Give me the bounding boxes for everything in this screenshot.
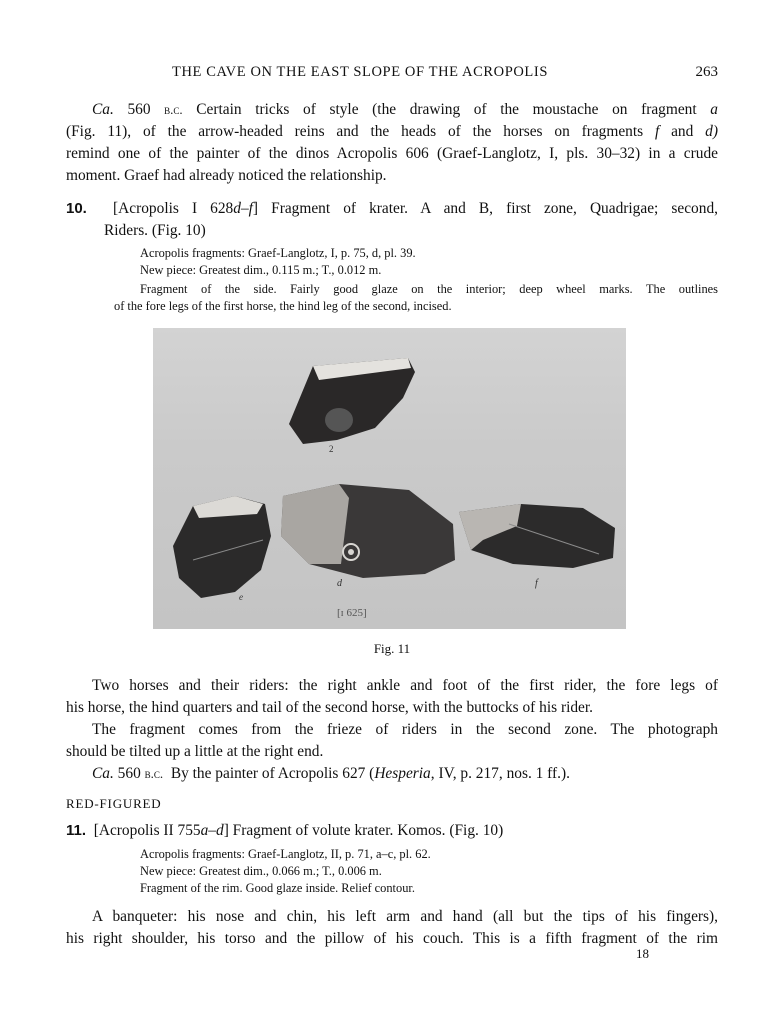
journal-title: Hesperia: [374, 765, 431, 782]
text-span: By the painter of Acropolis 627 (: [170, 765, 375, 782]
fragment-letter: a–d: [200, 822, 224, 839]
fragment-2-head: [325, 408, 353, 432]
fragment-letter: d): [705, 123, 718, 140]
text-line: moment. Graef had already noticed the relationship.: [66, 167, 387, 184]
entry-10-description: [114, 281, 718, 315]
entry-number: 10.: [66, 200, 87, 217]
figure-label-d: d: [337, 578, 342, 589]
text-span: (Fig. 11), of the arrow-headed reins and the heads of the horses on fragments: [66, 123, 644, 140]
section-heading: RED-FIGURED: [66, 796, 162, 811]
bc-label: b.c.: [164, 102, 183, 117]
text-line: should be tilted up a little at the right end.: [66, 743, 324, 760]
entry-heading-line: [66, 198, 718, 220]
figure-label-f: f: [535, 578, 538, 589]
entry-heading-line: [66, 820, 718, 842]
figure-inventory: [ɪ 625]: [337, 607, 367, 619]
note-line: Acropolis fragments: Graef-Langlotz, I, p. 75, d, pl. 39.: [140, 246, 416, 260]
figure-photograph: [153, 328, 626, 629]
figure-label-e: e: [239, 592, 243, 602]
note-line: New piece: Greatest dim., 0.115 m.; T., 0.012 m.: [140, 263, 382, 277]
text-span: Certain tricks of style (the drawing of the moustache on fragment: [196, 101, 697, 118]
text-line: Two horses and their riders: the right ankle and foot of the first rider, the fore legs of: [92, 677, 718, 694]
pottery-fragments-image: [153, 328, 626, 629]
text-span: and: [671, 123, 694, 140]
fragment-d-spiral-inner: [348, 549, 354, 555]
running-head: [0, 64, 784, 86]
bc-label: b.c.: [144, 766, 164, 781]
text-span: [Acropolis II 755: [93, 822, 201, 839]
text-line: [66, 121, 718, 143]
fragment-letter: a: [710, 101, 718, 118]
year: 560: [127, 101, 151, 118]
figure-caption: Fig. 11: [373, 641, 411, 656]
note-line: of the fore legs of the first horse, the hind leg of the second, incised.: [114, 299, 452, 313]
ca-abbrev: Ca.: [92, 101, 114, 118]
year: 560: [117, 765, 141, 782]
text-span: ] Fragment of krater. A and B, first zone, Quadrigae; second,: [252, 200, 718, 217]
ca-abbrev: Ca.: [92, 765, 114, 782]
text-span: ] Fragment of volute krater. Komos. (Fig. 10): [223, 822, 504, 839]
note-line: Fragment of the rim. Good glaze inside. Relief contour.: [140, 881, 415, 895]
paragraph-date-attribution: [66, 99, 718, 187]
entry-heading-line: Riders. (Fig. 10): [104, 222, 206, 239]
text-line: his horse, the hind quarters and tail of the second horse, with the buttocks of his rider.: [66, 699, 594, 716]
note-line: New piece: Greatest dim., 0.066 m.; T., 0.006 m.: [140, 864, 382, 878]
text-line: The fragment comes from the frieze of riders in the second zone. The photograph: [92, 721, 718, 738]
fragment-letter: d–f: [233, 200, 253, 217]
text-line: [66, 763, 718, 785]
note-line: Acropolis fragments: Graef-Langlotz, II, p. 71, a–c, pl. 62.: [140, 847, 431, 861]
figure-label-2: 2: [329, 444, 334, 454]
fragment-d-light: [281, 484, 349, 564]
signature-mark: 18: [636, 946, 649, 961]
text-line: [66, 99, 718, 121]
catalogue-entry-10: [66, 198, 718, 242]
text-line: his right shoulder, his torso and the pillow of his couch. This is a fifth fragment of the rim: [66, 930, 718, 947]
entry-number: 11.: [66, 822, 87, 839]
text-span: [Acropolis I 628: [113, 200, 234, 217]
text-line: remind one of the painter of the dinos Acropolis 606 (Graef-Langlotz, I, pls. 30–32) in a crude: [66, 145, 718, 162]
entry-11-notes: [140, 846, 718, 897]
note-line: Fragment of the side. Fairly good glaze on the interior; deep wheel marks. The outlines: [140, 282, 718, 296]
catalogue-entry-11: [66, 820, 718, 842]
page-number: 263: [695, 64, 718, 80]
fragment-letter: f: [654, 123, 660, 140]
text-span: , IV, p. 217, nos. 1 ff.).: [430, 765, 570, 782]
running-title: THE CAVE ON THE EAST SLOPE OF THE ACROPOLIS: [172, 64, 548, 80]
paragraph-description: [66, 675, 718, 785]
text-line: A banqueter: his nose and chin, his left arm and hand (all but the tips of his fingers),: [92, 908, 718, 925]
paragraph-banqueter: [66, 906, 718, 950]
entry-10-notes: [140, 245, 718, 279]
